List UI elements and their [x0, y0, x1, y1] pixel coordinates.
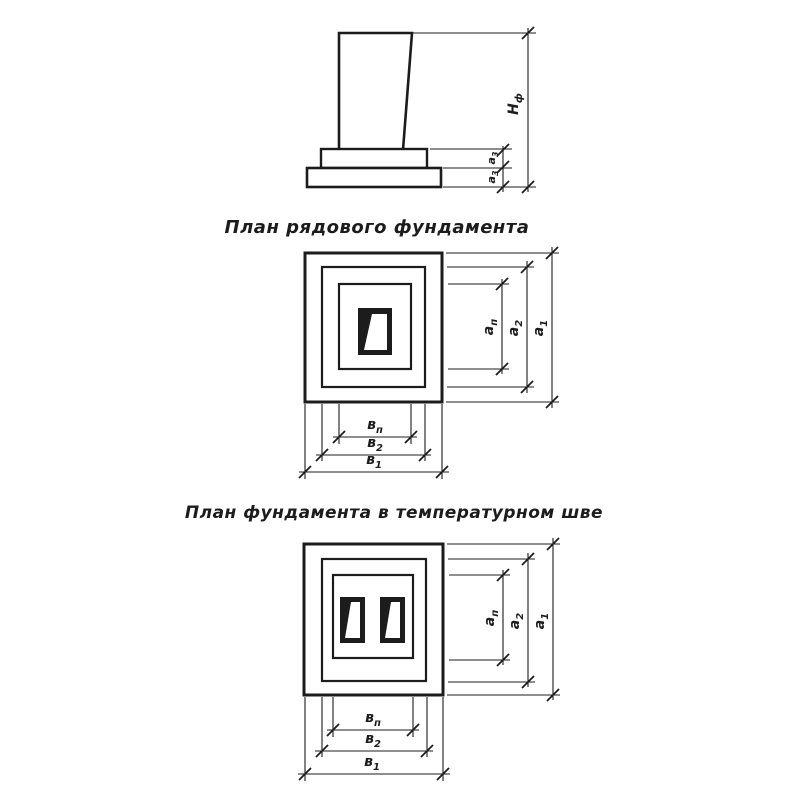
dim-label-an-base: а: [481, 325, 498, 336]
dim-label-vp-base: в: [367, 417, 376, 434]
socket-opening-right: [380, 597, 405, 643]
dim-label-a1-joint-base: а: [532, 619, 549, 630]
plan-regular-figure: [299, 247, 559, 479]
dim-label-v1-joint-sub: 1: [372, 762, 380, 773]
plan-joint-figure: [298, 538, 560, 781]
dim-label-vp-sub: п: [375, 425, 383, 436]
dim-label-an: [482, 319, 500, 335]
dim-label-a3-lower-sub: 3: [491, 170, 501, 177]
dim-label-vp-joint-base: в: [365, 710, 374, 727]
dim-label-v1: [366, 453, 382, 471]
dim-label-v1-joint-base: в: [364, 754, 373, 771]
socket-opening: [358, 308, 392, 355]
dim-label-a1-joint: [533, 613, 551, 629]
dim-label-vp-joint-sub: п: [373, 718, 381, 729]
plan-regular-title: План рядового фундамента: [224, 217, 530, 238]
socket-opening-left: [340, 597, 365, 643]
foundation-elevation-figure: [307, 27, 536, 193]
dim-label-a2-joint: [508, 613, 526, 629]
dim-label-a2-joint-sub: 2: [514, 612, 526, 620]
dim-label-a3-lower: [486, 170, 500, 183]
dim-label-a2-base: а: [506, 326, 523, 337]
dim-label-v1-joint: [364, 755, 380, 773]
dim-label-a1-sub: 1: [538, 319, 550, 327]
dim-label-hf-base: Н: [506, 103, 523, 115]
dim-label-an-sub: п: [488, 318, 500, 326]
dim-label-v2-base: в: [367, 435, 376, 452]
dim-label-a3-upper-base: а: [484, 157, 498, 165]
dim-label-an-joint: [483, 610, 501, 626]
dim-label-a3-upper: [486, 151, 500, 164]
dim-label-a2-sub: 2: [513, 319, 525, 327]
dim-label-v2-joint-sub: 2: [373, 739, 381, 750]
dim-label-v2-joint: [365, 732, 381, 750]
dim-label-an-joint-sub: п: [489, 609, 501, 617]
dim-label-a1-base: а: [531, 326, 548, 337]
dim-label-v2-sub: 2: [375, 443, 383, 454]
dim-label-hf: [507, 93, 525, 115]
dim-label-v1-base: в: [366, 452, 375, 469]
lower-step-outline: [307, 168, 441, 187]
plan-joint-title: План фундамента в температурном шве: [184, 503, 604, 523]
upper-step-outline: [321, 149, 427, 168]
dim-label-hf-sub: ф: [513, 93, 525, 104]
dim-label-vp-joint: [365, 711, 381, 729]
dim-label-a1-joint-sub: 1: [539, 612, 551, 620]
dim-label-a3-lower-base: а: [484, 176, 498, 184]
dim-label-a3-upper-sub: 3: [491, 151, 501, 158]
dim-label-a1: [532, 320, 550, 336]
dim-label-v1-sub: 1: [374, 460, 382, 471]
dim-label-an-joint-base: а: [482, 616, 499, 627]
dim-label-a2: [507, 320, 525, 336]
dim-label-v2-joint-base: в: [365, 731, 374, 748]
dim-label-vp: [367, 418, 383, 436]
column-outline: [339, 33, 412, 150]
dim-label-a2-joint-base: а: [507, 619, 524, 630]
